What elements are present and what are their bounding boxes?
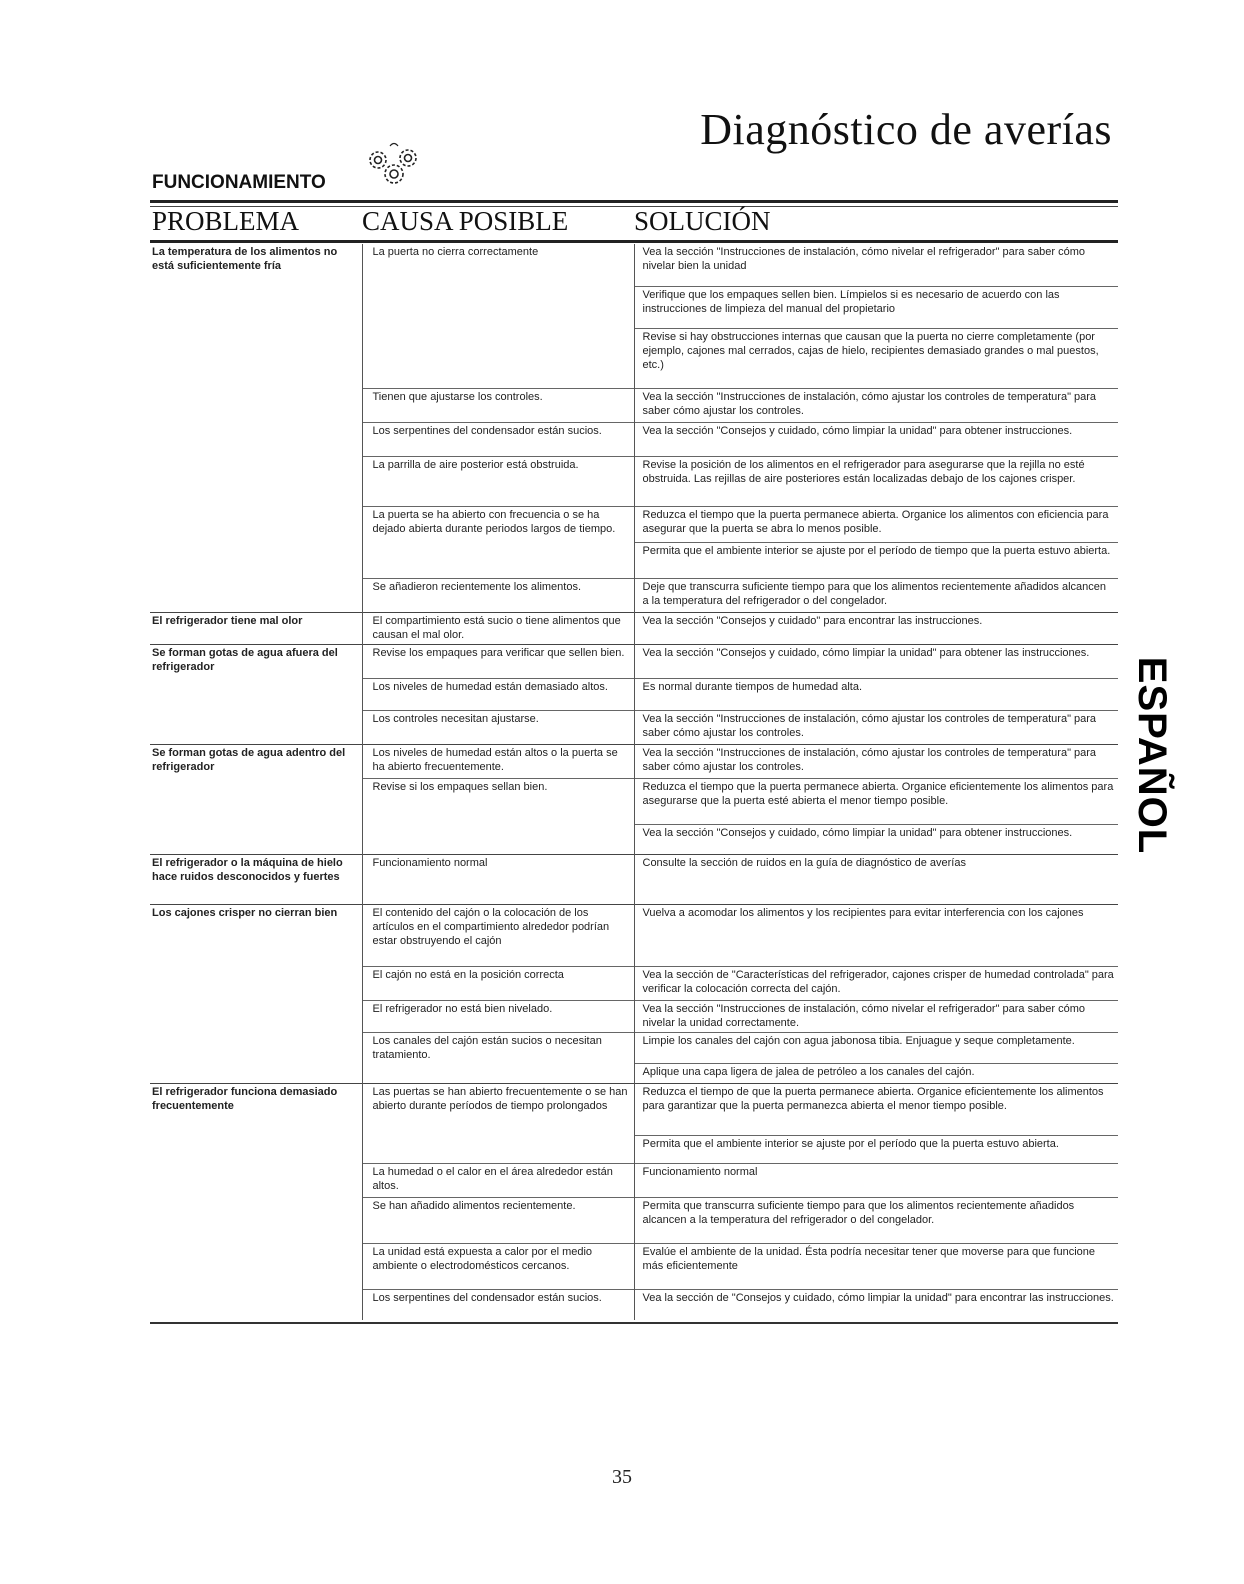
cause-cell: Tienen que ajustarse los controles.: [362, 388, 634, 422]
cause-cell: Revise los empaques para verificar que sellen bien.: [362, 644, 634, 678]
problem-cell: [150, 506, 362, 542]
table-row: [150, 904, 1118, 966]
solution-cell: Funcionamiento normal: [634, 1164, 1118, 1198]
solution-cell: Vea la sección "Consejos y cuidado, cómo limpiar la unidad" para obtener instrucciones.: [634, 422, 1118, 456]
problem-cell: [150, 1290, 362, 1320]
section-label: FUNCIONAMIENTO: [152, 172, 326, 193]
page-title: Diagnóstico de averías: [700, 105, 1112, 154]
gears-icon: [364, 140, 422, 190]
solution-cell: Revise la posición de los alimentos en el refrigerador para asegurarse que la rejilla no esté obstruida. Las rejillas de aire posteriores están localizadas debajo de los cajones crisper.: [634, 456, 1118, 506]
top-rule: [150, 200, 1118, 203]
table-row: [150, 966, 1118, 1000]
problem-cell: [150, 824, 362, 854]
problem-cell: [150, 542, 362, 578]
problem-cell: [150, 1198, 362, 1244]
table-row: [150, 778, 1118, 824]
page-number: 35: [612, 1466, 632, 1488]
cause-cell: Los canales del cajón están sucios o necesitan tratamiento.: [362, 1032, 634, 1064]
table-row: [150, 1000, 1118, 1032]
solution-cell: Verifique que los empaques sellen bien. Límpielos si es necesario de acuerdo con las instrucciones de limpieza del manual del propietario: [634, 286, 1118, 328]
solution-cell: Reduzca el tiempo de que la puerta permanece abierta. Organice eficientemente los alimentos para garantizar que la puerta permanezca abierta el menor tiempo posible.: [634, 1084, 1118, 1136]
table-row: [150, 854, 1118, 904]
problem-cell: [150, 778, 362, 824]
solution-cell: Deje que transcurra suficiente tiempo para que los alimentos recientemente añadidos alcancen a la temperatura del refrigerador o del congelador.: [634, 578, 1118, 612]
solution-cell: Vea la sección "Instrucciones de instalación, cómo nivelar el refrigerador" para saber cómo nivelar la unidad correctamente.: [634, 1000, 1118, 1032]
solution-cell: Consulte la sección de ruidos en la guía de diagnóstico de averías: [634, 854, 1118, 904]
cause-cell: Los niveles de humedad están altos o la puerta se ha abierto frecuentemente.: [362, 744, 634, 778]
table-row: [150, 710, 1118, 744]
bottom-rule: [150, 1322, 1118, 1324]
cause-cell: El contenido del cajón o la colocación de los artículos en el compartimiento alrededor podrían estar obstruyendo el cajón: [362, 904, 634, 966]
cause-cell: [362, 1064, 634, 1084]
problem-cell: [150, 1164, 362, 1198]
column-header-problem: PROBLEMA: [152, 206, 300, 236]
table-row: [150, 678, 1118, 710]
table-row: [150, 824, 1118, 854]
table-row: [150, 328, 1118, 388]
cause-cell: La puerta no cierra correctamente: [362, 244, 634, 286]
table-row: [150, 1244, 1118, 1290]
solution-cell: Limpie los canales del cajón con agua jabonosa tibia. Enjuague y seque completamente.: [634, 1032, 1118, 1064]
problem-cell: [150, 1244, 362, 1290]
solution-cell: Permita que transcurra suficiente tiempo para que los alimentos recientemente añadidos alcancen a la temperatura del refrigerador o del congelador.: [634, 1198, 1118, 1244]
table-row: [150, 578, 1118, 612]
cause-cell: El refrigerador no está bien nivelado.: [362, 1000, 634, 1032]
table-row: [150, 542, 1118, 578]
side-language-label: [1124, 640, 1180, 870]
problem-cell: Se forman gotas de agua adentro del refrigerador: [150, 744, 362, 778]
problem-cell: El refrigerador o la máquina de hielo hace ruidos desconocidos y fuertes: [150, 854, 362, 904]
solution-cell: Permita que el ambiente interior se ajuste por el período de tiempo que la puerta estuvo abierta.: [634, 542, 1118, 578]
cause-cell: [362, 328, 634, 388]
table-row: [150, 1064, 1118, 1084]
table-row: [150, 456, 1118, 506]
problem-cell: Los cajones crisper no cierran bien: [150, 904, 362, 966]
table-row: [150, 744, 1118, 778]
table-row: [150, 244, 1118, 286]
table-row: [150, 286, 1118, 328]
solution-cell: Revise si hay obstrucciones internas que causan que la puerta no cierre completamente (por ejemplo, cajones mal cerrados, cajas de hielo, recipientes demasiado grandes o mal puestos, etc.): [634, 328, 1118, 388]
column-header-solution: SOLUCIÓN: [634, 206, 771, 236]
table-row: [150, 644, 1118, 678]
solution-cell: Vea la sección "Instrucciones de instalación, cómo ajustar los controles de temperatura" para saber cómo ajustar los controles.: [634, 710, 1118, 744]
table-row: [150, 422, 1118, 456]
problem-cell: [150, 1136, 362, 1164]
solution-cell: Evalúe el ambiente de la unidad. Ésta podría necesitar tener que moverse para que funcione más eficientemente: [634, 1244, 1118, 1290]
table-row: [150, 506, 1118, 542]
cause-cell: [362, 286, 634, 328]
cause-cell: Se añadieron recientemente los alimentos.: [362, 578, 634, 612]
solution-cell: Aplique una capa ligera de jalea de petróleo a los canales del cajón.: [634, 1064, 1118, 1084]
cause-cell: Revise si los empaques sellan bien.: [362, 778, 634, 824]
solution-cell: Vea la sección "Instrucciones de instalación, cómo nivelar el refrigerador" para saber cómo nivelar bien la unidad: [642, 246, 1086, 272]
cause-cell: [362, 824, 634, 854]
problem-cell: [150, 678, 362, 710]
problem-cell: [150, 422, 362, 456]
table-row: [150, 1032, 1118, 1064]
solution-cell: Es normal durante tiempos de humedad alta.: [634, 678, 1118, 710]
header-rule: [150, 240, 1118, 243]
cause-cell: Funcionamiento normal: [362, 854, 634, 904]
table-row: [150, 1136, 1118, 1164]
problem-cell: [150, 1064, 362, 1084]
cause-cell: La unidad está expuesta a calor por el medio ambiente o electrodomésticos cercanos.: [362, 1244, 634, 1290]
cause-cell: [362, 1136, 634, 1164]
solution-cell: Reduzca el tiempo que la puerta permanece abierta. Organice eficientemente los alimentos para asegurarse que la puerta esté abierta el menor tiempo posible.: [634, 778, 1118, 824]
table-row: [150, 1084, 1118, 1136]
solution-cell: Vea la sección "Consejos y cuidado, cómo limpiar la unidad" para obtener las instrucciones.: [634, 644, 1118, 678]
cause-cell: Los serpentines del condensador están sucios.: [362, 422, 634, 456]
problem-cell: [150, 966, 362, 1000]
problem-cell: [150, 388, 362, 422]
cause-cell: La puerta se ha abierto con frecuencia o se ha dejado abierta durante periodos largos de tiempo.: [362, 506, 634, 542]
solution-cell: Vea la sección "Consejos y cuidado, cómo limpiar la unidad" para obtener instrucciones.: [634, 824, 1118, 854]
problem-cell: Se forman gotas de agua afuera del refrigerador: [150, 644, 362, 678]
problem-cell: El refrigerador funciona demasiado frecuentemente: [150, 1084, 362, 1136]
problem-cell: [150, 328, 362, 388]
column-header-cause: CAUSA POSIBLE: [362, 206, 569, 236]
problem-cell: La temperatura de los alimentos no está suficientemente fría: [152, 246, 338, 272]
cause-cell: Los controles necesitan ajustarse.: [362, 710, 634, 744]
solution-cell: Vea la sección "Instrucciones de instalación, cómo ajustar los controles de temperatura" para saber cómo ajustar los controles.: [634, 744, 1118, 778]
cause-cell: El cajón no está en la posición correcta: [362, 966, 634, 1000]
side-language-text: ESPAÑOL: [1130, 656, 1175, 854]
cause-cell: Los serpentines del condensador están sucios.: [362, 1290, 634, 1320]
cause-cell: Los niveles de humedad están demasiado altos.: [362, 678, 634, 710]
problem-cell: [150, 456, 362, 506]
table-row: [150, 1164, 1118, 1198]
cause-cell: Las puertas se han abierto frecuentemente o se han abierto durante períodos de tiempo prolongados: [362, 1084, 634, 1136]
cause-cell: Se han añadido alimentos recientemente.: [362, 1198, 634, 1244]
table-row: [150, 1198, 1118, 1244]
solution-cell: Vea la sección de "Características del refrigerador, cajones crisper de humedad controlada" para verificar la colocación correcta del cajón.: [634, 966, 1118, 1000]
problem-cell: [150, 578, 362, 612]
solution-cell: Permita que el ambiente interior se ajuste por el período que la puerta estuvo abierta.: [634, 1136, 1118, 1164]
problem-cell: [150, 286, 362, 328]
cause-cell: [362, 542, 634, 578]
table-row: [150, 388, 1118, 422]
cause-cell: El compartimiento está sucio o tiene alimentos que causan el mal olor.: [362, 612, 634, 644]
table-row: [150, 612, 1118, 644]
cause-cell: La parrilla de aire posterior está obstruida.: [362, 456, 634, 506]
solution-cell: Vea la sección "Consejos y cuidado" para encontrar las instrucciones.: [634, 612, 1118, 644]
troubleshooting-table: [150, 244, 1118, 1320]
problem-cell: El refrigerador tiene mal olor: [150, 612, 362, 644]
problem-cell: [150, 710, 362, 744]
solution-cell: Vuelva a acomodar los alimentos y los recipientes para evitar interferencia con los cajones: [634, 904, 1118, 966]
solution-cell: Reduzca el tiempo que la puerta permanece abierta. Organice los alimentos con eficiencia para asegurar que la puerta se abra lo menos posible.: [634, 506, 1118, 542]
solution-cell: Vea la sección "Instrucciones de instalación, cómo ajustar los controles de temperatura" para saber cómo ajustar los controles.: [634, 388, 1118, 422]
cause-cell: La humedad o el calor en el área alrededor están altos.: [362, 1164, 634, 1198]
solution-cell: Vea la sección de "Consejos y cuidado, cómo limpiar la unidad" para encontrar las instrucciones.: [634, 1290, 1118, 1320]
problem-cell: [150, 1000, 362, 1032]
problem-cell: [150, 1032, 362, 1064]
table-row: [150, 1290, 1118, 1320]
